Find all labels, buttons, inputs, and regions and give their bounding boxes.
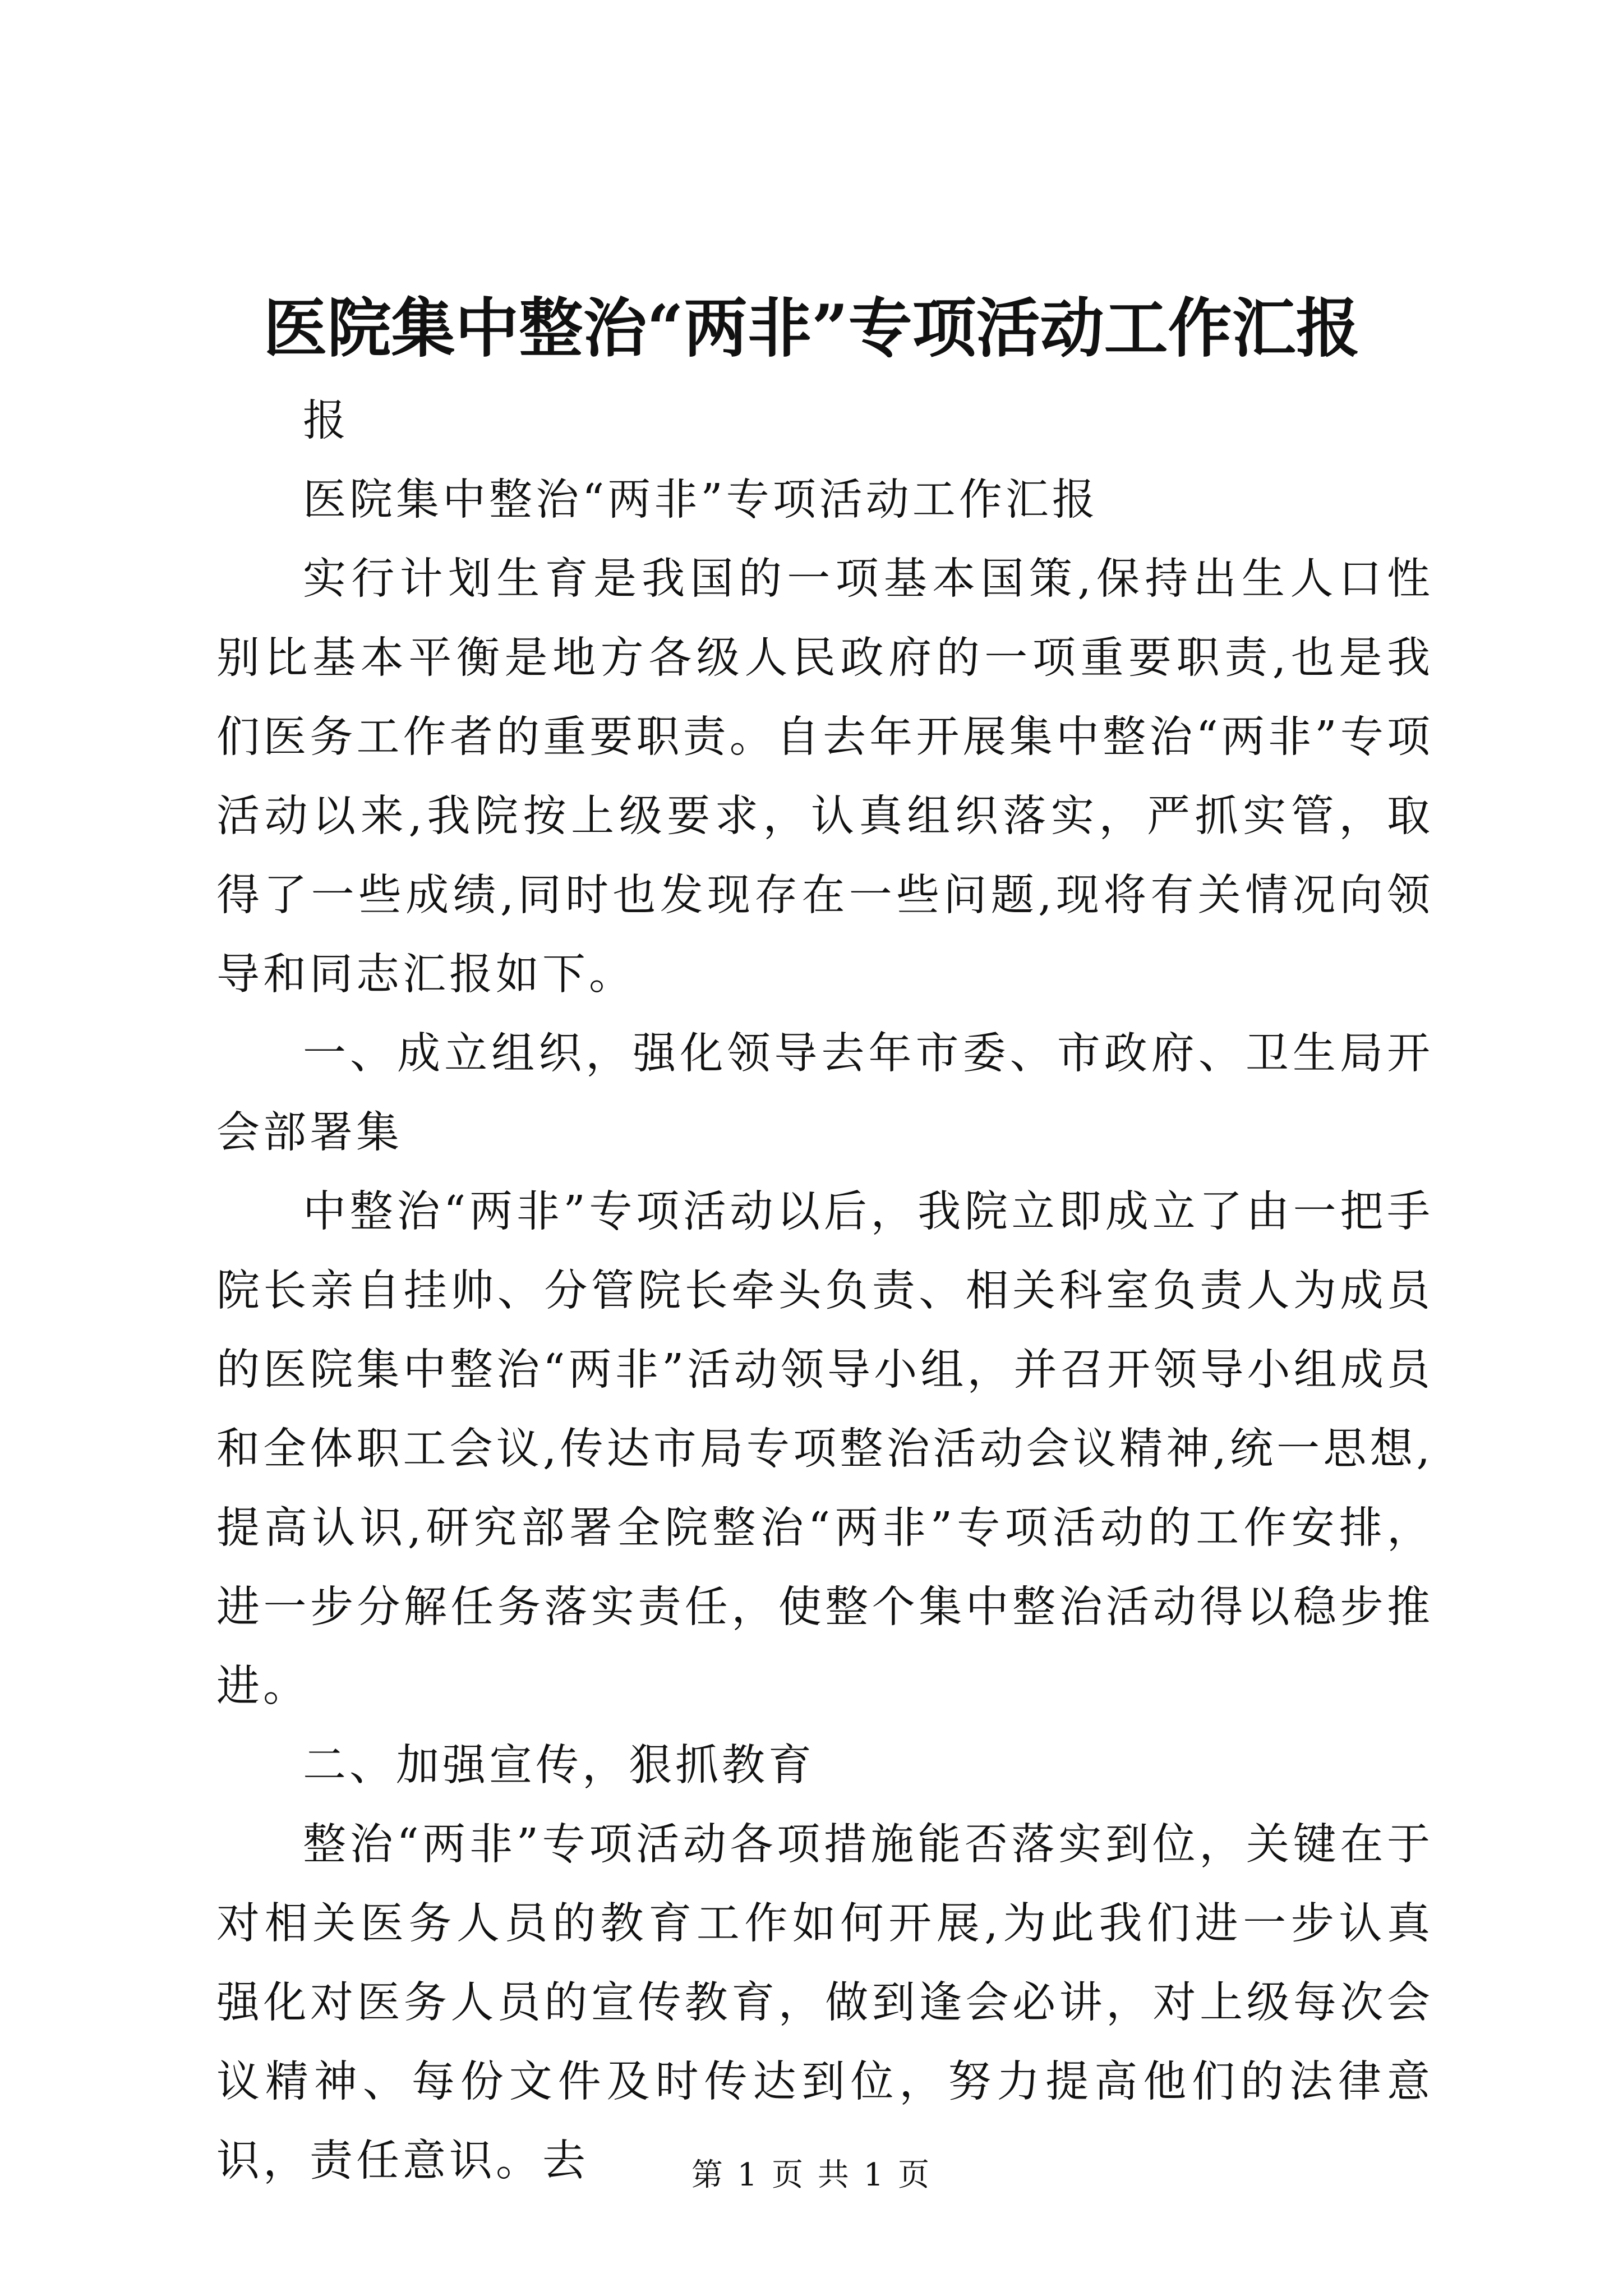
page-footer: 第 1 页 共 1 页: [691, 2157, 932, 2193]
paragraph: 医院集中整治“两非”专项活动工作汇报: [303, 475, 1099, 525]
paragraph: 报: [303, 396, 349, 446]
section-heading: 二、加强宣传，狠抓教育: [303, 1741, 815, 1791]
document-title: 医院集中整治“两非”专项活动工作汇报: [263, 291, 1360, 366]
paragraph: 整治“两非”专项活动各项措施能否落实到位，关键在于对相关医务人员的教育工作如何开展,为此我们进一步认真强化对医务人员的宣传教育，做到逢会必讲，对上级每次会议精神、每份文件及时传达到位，努力提高他们的法律意识，责任意识。去: [216, 1820, 1433, 2186]
document-body: [216, 381, 1433, 2201]
paragraph: 中整治“两非”专项活动以后，我院立即成立了由一把手院长亲自挂帅、分管院长牵头负责、相关科室负责人为成员的医院集中整治“两非”活动领导小组，并召开领导小组成员和全体职工会议,传达市局专项整治活动会议精神,统一思想,提高认识,研究部署全院整治“两非”专项活动的工作安排，进一步分解任务落实责任，使整个集中整治活动得以稳步推进。: [216, 1187, 1433, 1711]
paragraph: 实行计划生育是我国的一项基本国策,保持出生人口性别比基本平衡是地方各级人民政府的一项重要职责,也是我们医务工作者的重要职责。自去年开展集中整治“两非”专项活动以来,我院按上级要求，认真组织落实，严抓实管，取得了一些成绩,同时也发现存在一些问题,现将有关情况向领导和同志汇报如下。: [216, 554, 1433, 1000]
section-heading: 一、成立组织，强化领导去年市委、市政府、卫生局开会部署集: [216, 1029, 1433, 1158]
